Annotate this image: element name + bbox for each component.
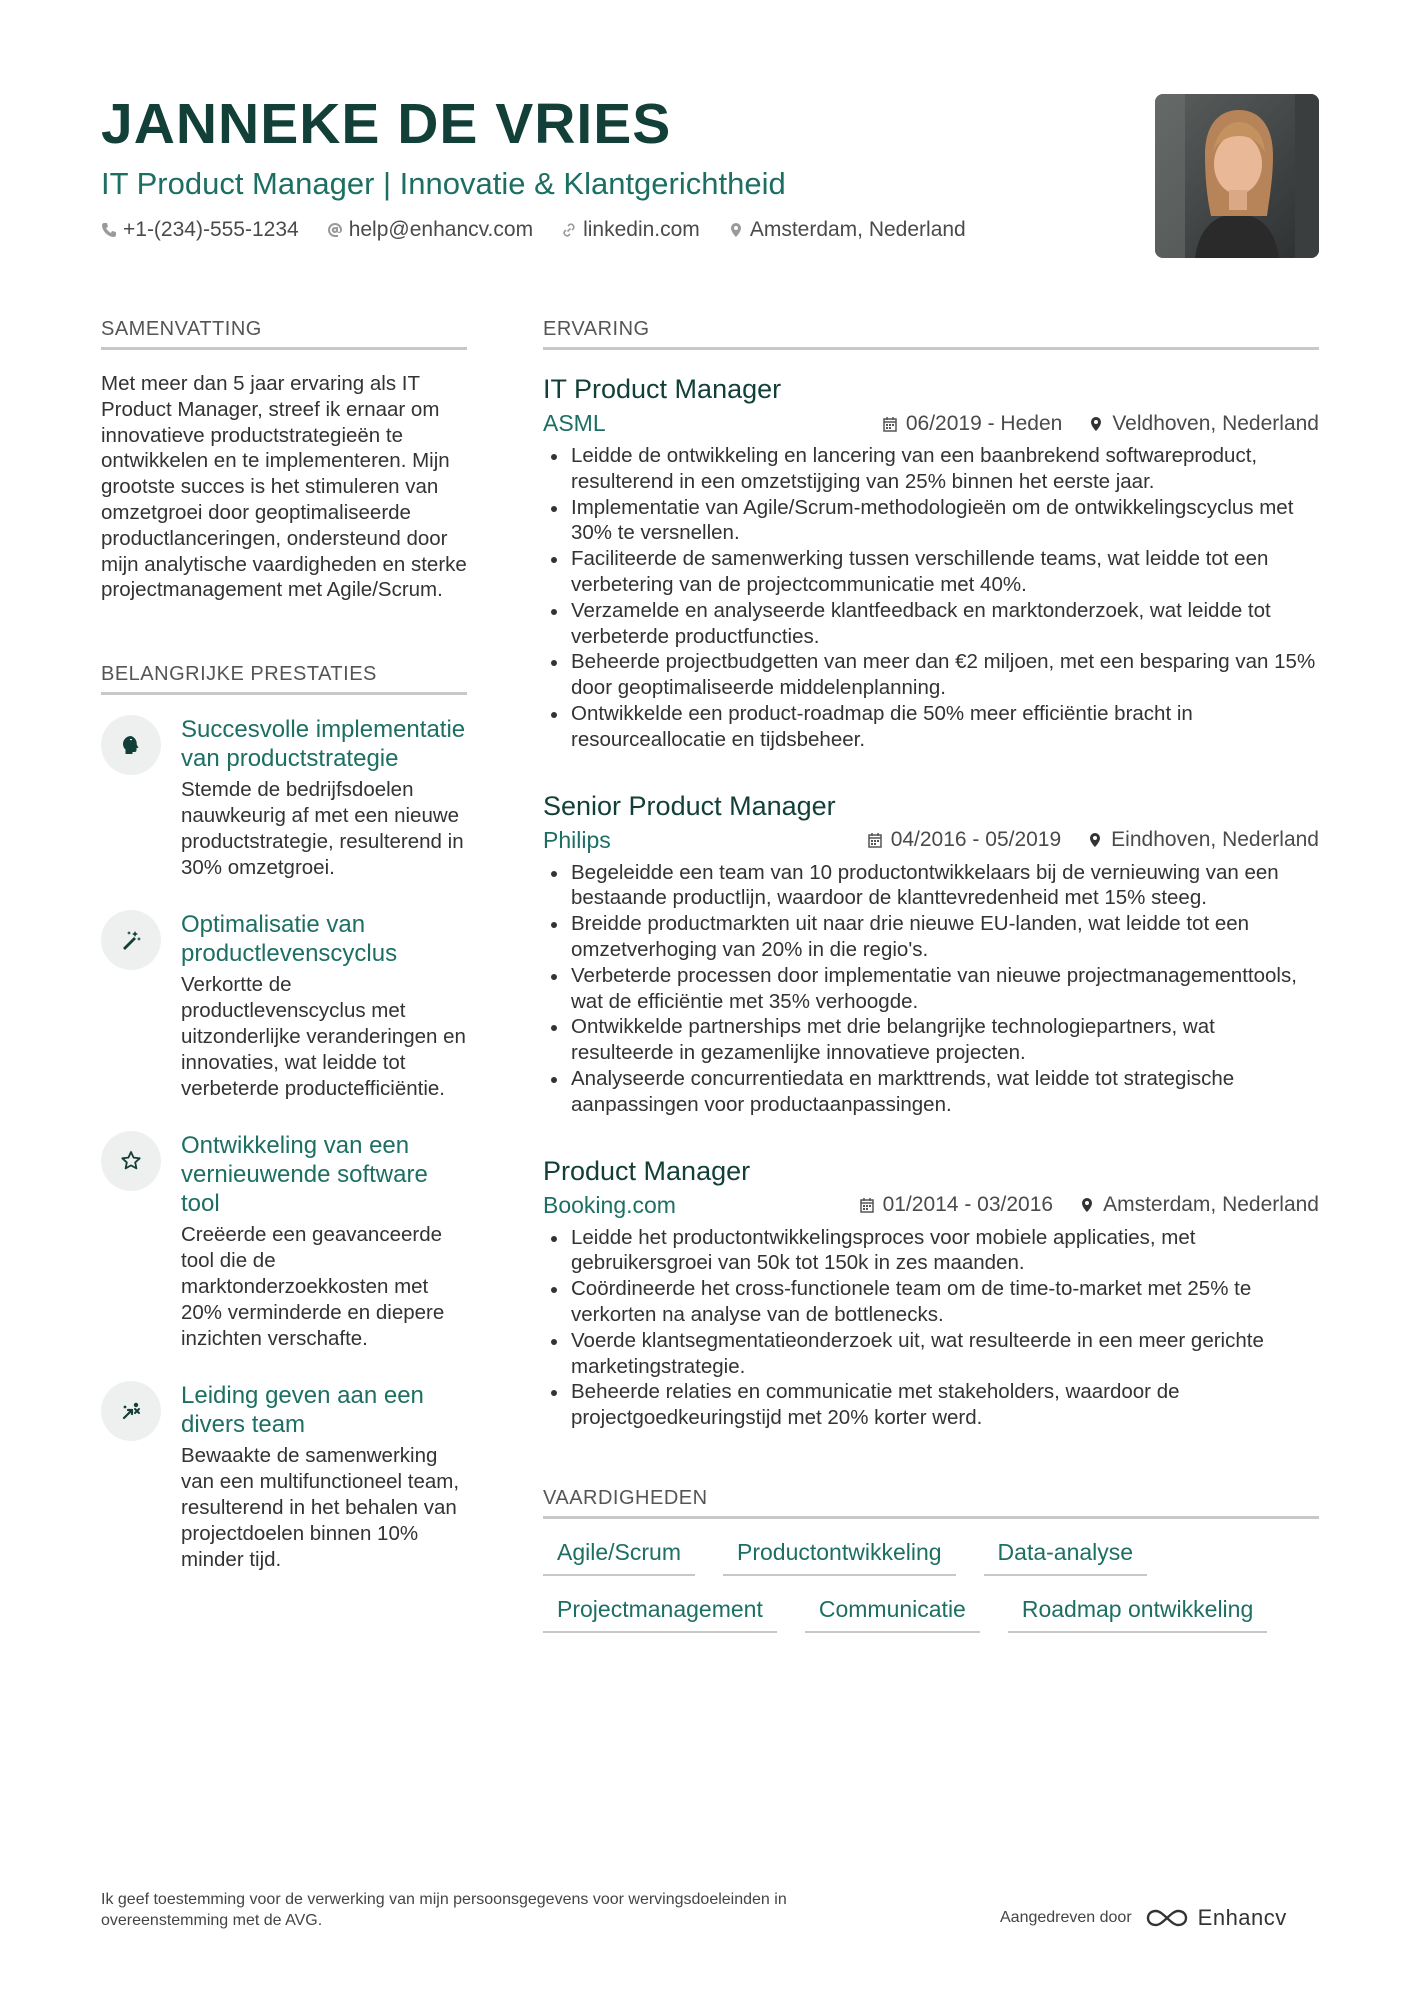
skills-heading: VAARDIGHEDEN	[543, 1487, 1319, 1519]
list-item: Verzamelde en analyseerde klantfeedback en marktonderzoek, wat leidde tot verbeterde productfuncties.	[543, 598, 1319, 650]
skill-tag: Data-analyse	[984, 1539, 1148, 1576]
skill-tag: Projectmanagement	[543, 1596, 777, 1633]
contact-phone	[101, 218, 299, 242]
summary-heading: SAMENVATTING	[101, 318, 467, 350]
list-item: Leidde de ontwikkeling en lancering van een baanbrekend softwareproduct, resulterend in een omzetstijging van 25% binnen het eerste jaar.	[543, 443, 1319, 495]
brain-icon	[119, 733, 143, 757]
team-icon	[119, 1399, 143, 1423]
job-bullets	[543, 1225, 1319, 1431]
job-title: IT Product Manager	[543, 374, 782, 404]
job-bullets	[543, 443, 1319, 753]
achievement-title: Leiding geven aan een divers team	[181, 1382, 424, 1439]
calendar-icon	[867, 832, 883, 848]
star-icon	[119, 1149, 143, 1173]
consent-note: Ik geef toestemming voor de verwerking van mijn persoonsgegevens voor wervingsdoeleinden in overeenstemming met de AVG.	[101, 1891, 787, 1929]
skill-tag: Productontwikkeling	[723, 1539, 956, 1576]
list-item: Voerde klantsegmentatieonderzoek uit, wat resulteerde in een meer gerichte marketingstrategie.	[543, 1328, 1319, 1380]
company-name: ASML	[543, 410, 606, 436]
list-item: Analyseerde concurrentiedata en markttrends, wat leidde tot strategische aanpassingen voor productaanpassingen.	[543, 1066, 1319, 1118]
email-text: help@enhancv.com	[348, 218, 534, 241]
list-item: Faciliteerde de samenwerking tussen verschillende teams, wat leidde tot een verbetering van de projectcommunicatie met 40%.	[543, 546, 1319, 598]
list-item: Coördineerde het cross-functionele team om de time-to-market met 25% te verkorten na analyse van de bottlenecks.	[543, 1276, 1319, 1328]
magic-wand-icon	[119, 928, 143, 952]
company-name: Philips	[543, 826, 611, 853]
experience-heading: ERVARING	[543, 318, 1319, 350]
candidate-title: IT Product Manager | Innovatie & Klantgerichtheid	[101, 166, 786, 201]
skill-tag: Roadmap ontwikkeling	[1008, 1596, 1267, 1633]
achievement-desc: Creëerde een geavanceerde tool die de marktonderzoekkosten met 20% verminderde en diepere inzichten verschafte.	[181, 1223, 445, 1350]
skill-tag: Communicatie	[805, 1596, 980, 1633]
job-bullets	[543, 860, 1319, 1118]
job-dates: 04/2016 - 05/2019	[890, 828, 1062, 852]
achievement-desc: Verkortte de productlevenscyclus met uitzonderlijke veranderingen en innovaties, wat leidde tot verbeterde productefficiëntie.	[181, 973, 466, 1100]
list-item: Implementatie van Agile/Scrum-methodologieën om de ontwikkelingscyclus met 30% te versnellen.	[543, 495, 1319, 547]
list-item: Verbeterde processen door implementatie van nieuwe projectmanagementtools, wat de efficiëntie met 35% verhoogde.	[543, 963, 1319, 1015]
location-pin-icon	[1079, 1197, 1095, 1213]
linkedin-text: linkedin.com	[583, 218, 700, 241]
achievement-desc: Stemde de bedrijfsdoelen nauwkeurig af met een nieuwe productstrategie, resulterend in 30% omzetgroei.	[181, 778, 464, 879]
at-icon	[327, 222, 343, 238]
job-entry	[543, 789, 1319, 1118]
job-location: Veldhoven, Nederland	[1112, 411, 1319, 435]
achievement-item	[101, 1131, 467, 1351]
achievement-title: Ontwikkeling van een vernieuwende software tool	[181, 1132, 428, 1218]
profile-photo	[1155, 94, 1319, 258]
contact-email[interactable]	[327, 218, 533, 242]
list-item: Ontwikkelde partnerships met drie belangrijke technologiepartners, wat resulteerde in gezamenlijke innovatieve projecten.	[543, 1014, 1319, 1066]
job-dates: 06/2019 - Heden	[905, 411, 1063, 435]
resume-header	[101, 90, 1161, 242]
left-column	[101, 318, 467, 1572]
right-column	[543, 318, 1319, 1633]
job-location: Amsterdam, Nederland	[1103, 1193, 1319, 1217]
list-item: Beheerde relaties en communicatie met stakeholders, waardoor de projectgoedkeuringstijd met 20% korter werd.	[543, 1379, 1319, 1431]
achievement-item	[101, 1381, 467, 1572]
list-item: Breidde productmarkten uit naar drie nieuwe EU-landen, wat leidde tot een omzetverhoging van 20% in die regio's.	[543, 911, 1319, 963]
candidate-name: JANNEKE DE VRIES	[101, 92, 672, 156]
location-pin-icon	[728, 222, 744, 238]
powered-by-label: Aangedreven door	[1000, 1909, 1132, 1926]
calendar-icon	[859, 1197, 875, 1213]
list-item: Leidde het productontwikkelingsproces voor mobiele applicaties, met gebruikersgroei van 50k tot 150k in zes maanden.	[543, 1225, 1319, 1277]
achievement-desc: Bewaakte de samenwerking van een multifunctioneel team, resulterend in het behalen van projectdoelen binnen 10% minder tijd.	[181, 1444, 460, 1571]
brand-logo	[1144, 1905, 1287, 1931]
brand-name: Enhancv	[1197, 1905, 1287, 1930]
skill-tag: Agile/Scrum	[543, 1539, 695, 1576]
location-text: Amsterdam, Nederland	[749, 218, 966, 241]
job-title: Senior Product Manager	[543, 790, 836, 821]
phone-icon	[101, 222, 117, 238]
powered-by[interactable]	[1000, 1905, 1287, 1931]
list-item: Ontwikkelde een product-roadmap die 50% meer efficiëntie bracht in resourceallocatie en tijdsbeheer.	[543, 701, 1319, 753]
achievement-item	[101, 715, 467, 880]
contact-bar	[101, 218, 1161, 242]
achievements-heading: BELANGRIJKE PRESTATIES	[101, 663, 467, 695]
company-name: Booking.com	[543, 1191, 676, 1218]
phone-text: +1-(234)-555-1234	[123, 218, 299, 241]
calendar-icon	[882, 416, 898, 432]
job-dates: 01/2014 - 03/2016	[882, 1193, 1054, 1217]
link-icon	[561, 222, 577, 238]
location-pin-icon	[1087, 832, 1103, 848]
contact-linkedin[interactable]	[561, 218, 700, 242]
list-item: Begeleidde een team van 10 productontwikkelaars bij de vernieuwing van een bestaande productlijn, waardoor de klanttevredenheid met 15% steeg.	[543, 860, 1319, 912]
contact-location	[728, 218, 966, 242]
achievement-title: Succesvolle implementatie van productstrategie	[181, 716, 466, 773]
achievement-item	[101, 910, 467, 1101]
job-title: Product Manager	[543, 1155, 751, 1186]
list-item: Beheerde projectbudgetten van meer dan €2 miljoen, met een besparing van 15% door geoptimaliseerde middelenplanning.	[543, 649, 1319, 701]
job-location: Eindhoven, Nederland	[1111, 828, 1319, 852]
skills-list	[543, 1539, 1319, 1633]
summary-text: Met meer dan 5 jaar ervaring als IT Product Manager, streef ik ernaar om innovatieve productstrategieën te ontwikkelen en te implementeren. Mijn grootste succes is het stimuleren van omzetgroei door geoptimaliseerde productlanceringen, ondersteund door mijn analytische vaardigheden en sterke projectmanagement met Agile/Scrum.	[101, 372, 467, 602]
job-entry	[543, 1154, 1319, 1431]
infinity-icon	[1144, 1907, 1190, 1929]
location-pin-icon	[1088, 416, 1104, 432]
job-entry	[543, 372, 1319, 753]
achievement-title: Optimalisatie van productlevenscyclus	[181, 911, 398, 968]
